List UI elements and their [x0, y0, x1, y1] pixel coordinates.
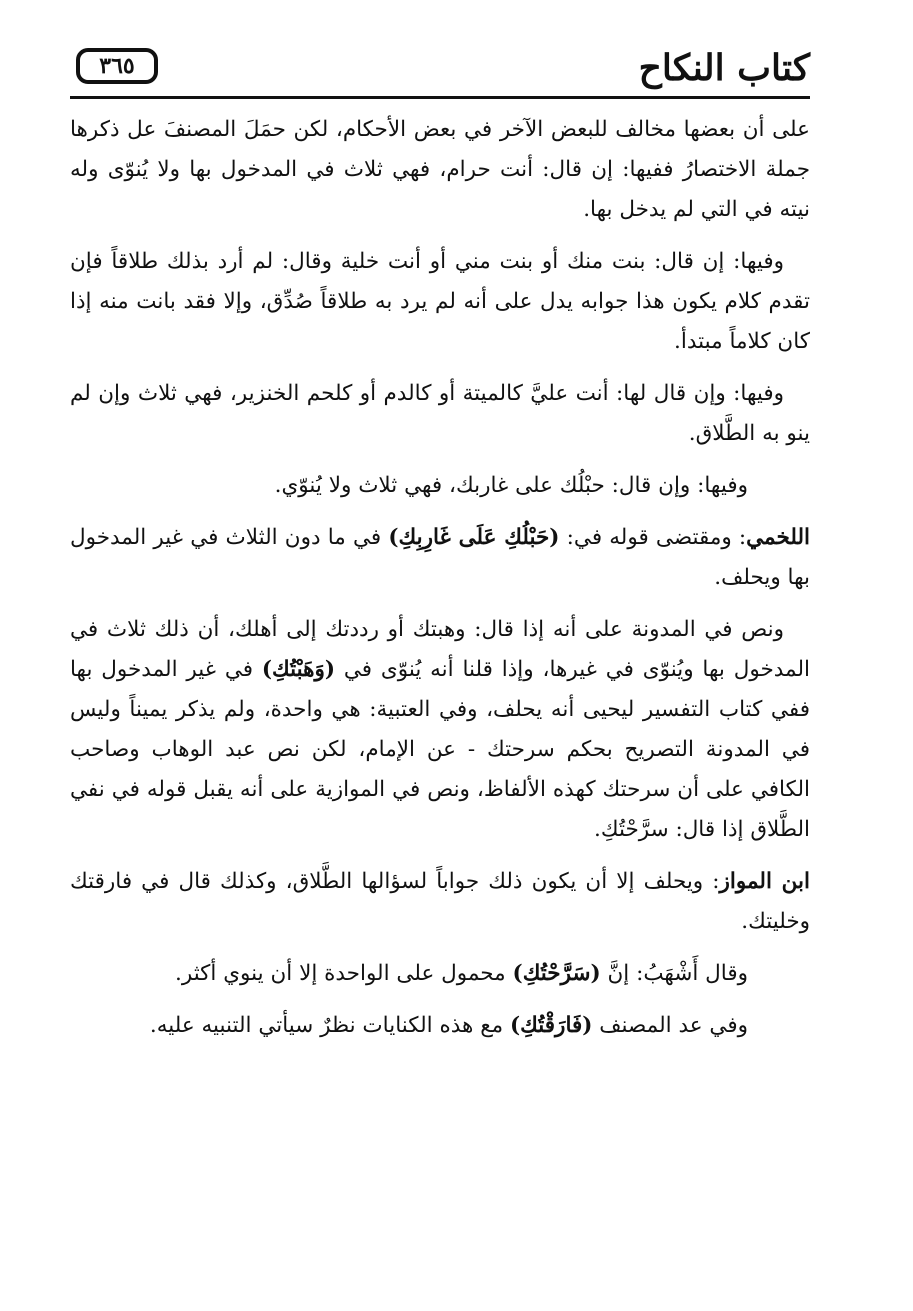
paragraph-2: وفيها: إن قال: بنت منك أو بنت مني أو أنت خلية وقال: لم أرد بذلك طلاقاً فإن تقدم كلام يكون هذا جوابه يدل على أنه لم يرد به طلاقاً صُدِّق، وإلا فقد بانت منه إذا كان كلاماً مبتدأ.: [70, 249, 810, 354]
paragraph-3: وفيها: وإن قال لها: أنت عليَّ كالميتة أو كالدم أو كلحم الخنزير، فهي ثلاث وإن لم ينو به الطَّلاق.: [70, 381, 810, 446]
header-rule: [70, 96, 810, 99]
paragraph-text: وقال أَشْهَبُ: إنَّ: [600, 961, 748, 986]
page-header: [70, 38, 810, 102]
paragraph-4: وفيها: وإن قال: حبْلُك على غاربك، فهي ثلاث ولا يُنوّي.: [274, 473, 748, 498]
book-page: [70, 38, 810, 1278]
page-body: [70, 110, 810, 1046]
page-number: ٣٦٥: [76, 48, 158, 84]
quoted-phrase: (وَهَبْتُكِ): [261, 657, 336, 682]
book-title: كتاب النكاح: [638, 47, 810, 89]
quoted-phrase: (سَرَّحْتُكِ): [512, 961, 601, 986]
paragraph-7: [70, 862, 810, 942]
paragraph-text: وفي عد المصنف: [592, 1013, 748, 1038]
quoted-phrase: (حَبْلُكِ عَلَى غَارِبِكِ): [388, 525, 560, 550]
paragraph-text: في غير المدخول بها ففي كتاب التفسير ليحيى أنه يحلف، وفي العتبية: هي واحدة، ولم يذكر يميناً وليس في المدونة التصريح بحكم سرحتك - عن الإمام، لكن نص عبد الوهاب وصاحب الكافي على أن سرحتك كهذه الألفاظ، ونص في الموازية على أنه يقبل قوله في نفي الطَّلاق إذا قال: سرَّحْتُكِ.: [70, 657, 810, 842]
paragraph-9: [70, 1006, 810, 1046]
quoted-phrase: (فَارَقْتُكِ): [510, 1013, 593, 1038]
paragraph-text: مع هذه الكنايات نظرٌ سيأتي التنبيه عليه.: [149, 1013, 510, 1038]
paragraph-text: ونص في المدونة على أنه إذا قال: وهبتك أو رددتك إلى أهلك، أن ذلك ثلاث في المدخول بها ويُنوّى في غيرها، وإذا قلنا أنه يُنوّى في: [70, 617, 810, 682]
paragraph-5: [70, 518, 810, 598]
paragraph-text: في ما دون الثلاث في غير المدخول بها ويحلف.: [70, 525, 810, 590]
paragraph-text: محمول على الواحدة إلا أن ينوي أكثر.: [175, 961, 513, 986]
paragraph-text: : ويحلف إلا أن يكون ذلك جواباً لسؤالها الطَّلاق، وكذلك قال في فارقتك وخليتك.: [70, 869, 810, 934]
paragraph-1: على أن بعضها مخالف للبعض الآخر في بعض الأحكام، لكن حمَلَ المصنفَ عل ذكرها جملة الاختصارُ ففيها: إن قال: أنت حرام، فهي ثلاث في المدخول بها ولا يُنوّى وله نيته في التي لم يدخل بها.: [70, 117, 810, 222]
paragraph-6: [70, 610, 810, 850]
speaker-label: اللخمي: [746, 525, 811, 550]
paragraph-8: [70, 954, 810, 994]
speaker-label: ابن المواز: [719, 869, 810, 894]
paragraph-text: : ومقتضى قوله في:: [559, 525, 747, 550]
